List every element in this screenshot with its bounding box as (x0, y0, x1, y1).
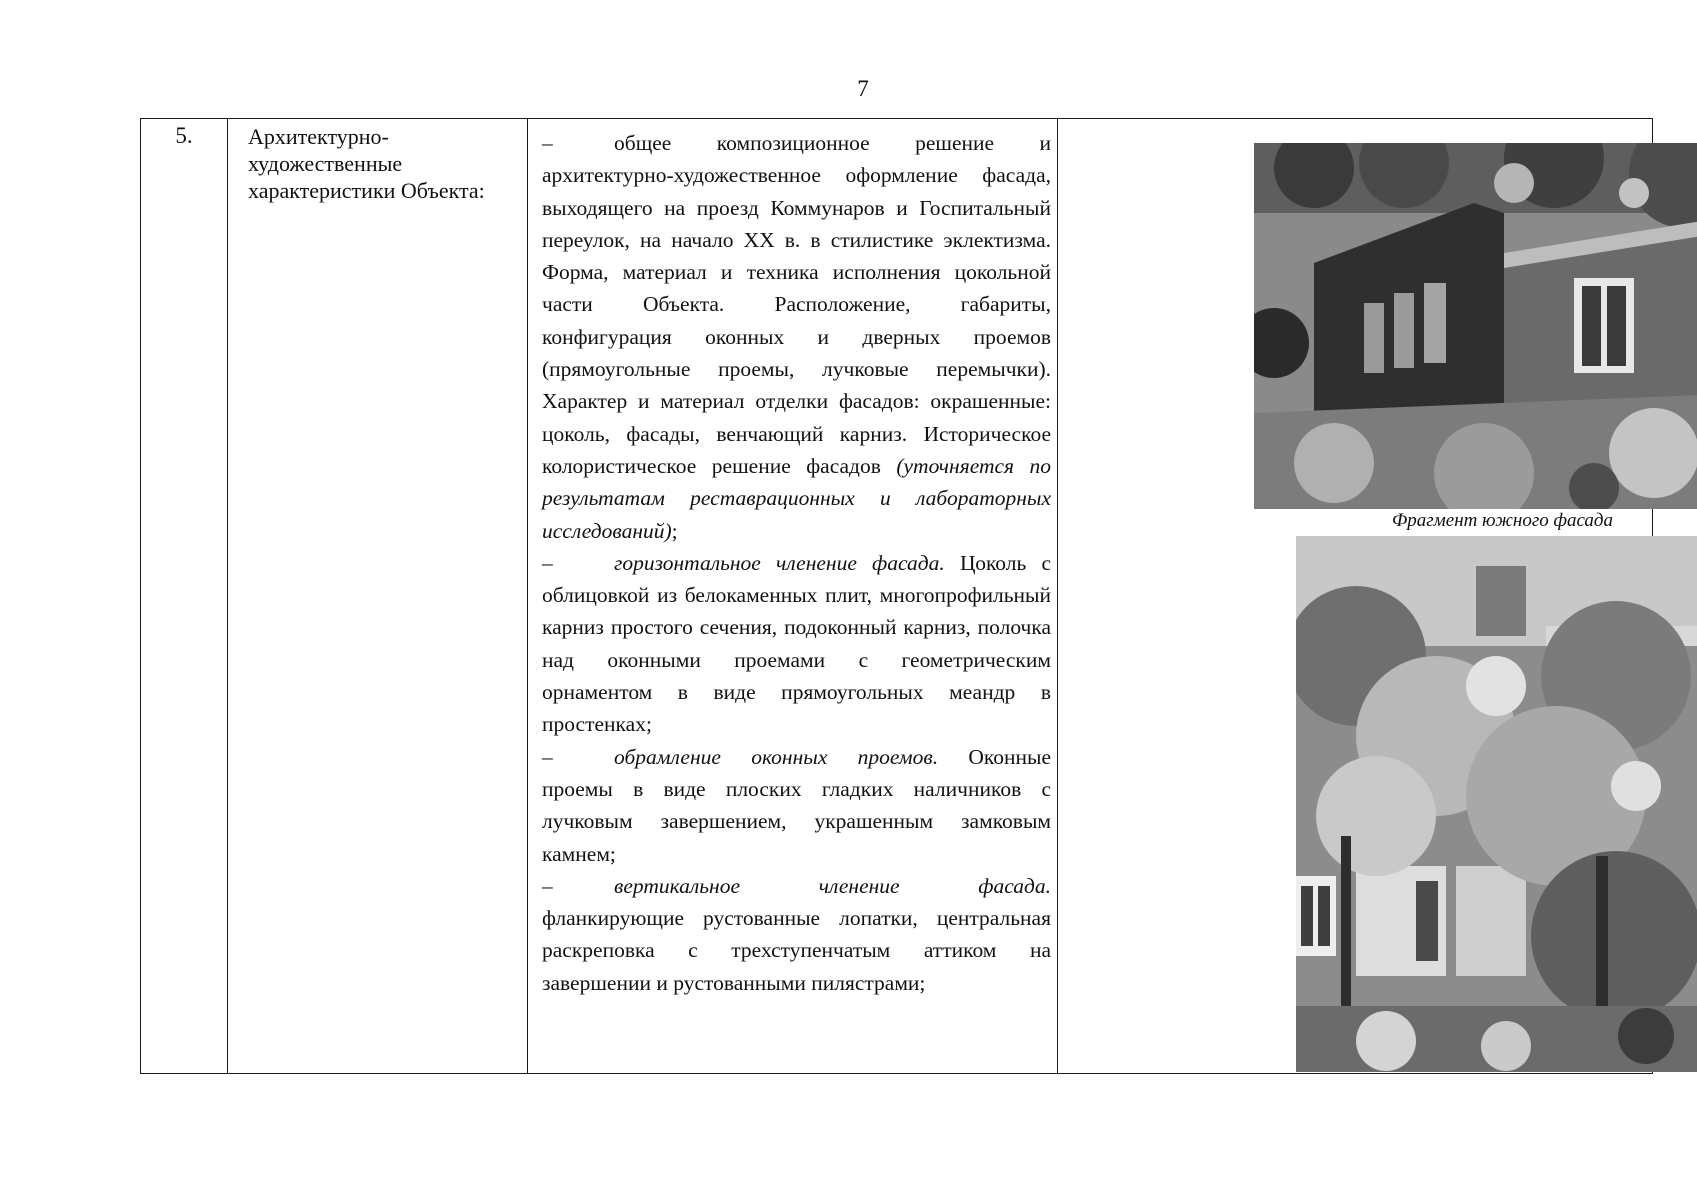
building-photo-icon (1254, 143, 1697, 509)
row-description-cell (528, 119, 1058, 1073)
row-name-line: художественные (248, 151, 403, 176)
paragraph-italic-tail: (уточняется по результатам реставрационных и лабораторных исследований) (542, 453, 1051, 543)
paragraph-text: Цоколь с облицовкой из белокаменных плит, многопрофильный карниз простого сечения, подоконный карниз, полочка над оконными проемами с геометрическим орнаментом в виде прямоугольных меандр в простенках; (542, 550, 1051, 737)
building-photo-icon (1296, 536, 1697, 1072)
paragraph-text: фланкирующие рустованные лопатки, центральная раскреповка с трехступенчатым аттиком на завершении и рустованными пилястрами; (542, 906, 1051, 995)
paragraph-italic-lead: обрамление оконных проемов. (614, 744, 939, 769)
row-name-line: Архитектурно- (248, 124, 389, 149)
row-index: 5. (175, 123, 193, 148)
description-paragraph (542, 870, 1051, 999)
list-dash: – (542, 131, 553, 155)
description-paragraph (542, 127, 1051, 547)
row-name-line: характеристики Объекта: (248, 178, 485, 203)
row-name-cell (228, 119, 528, 1073)
row-index-cell (141, 119, 228, 1073)
paragraph-italic-lead: горизонтальное членение фасада. (614, 550, 945, 575)
characteristics-table (140, 118, 1653, 1074)
facade-with-trees-photo (1296, 536, 1697, 1072)
list-dash: – (542, 550, 553, 575)
paragraph-tail: ; (671, 518, 678, 543)
paragraph-text: Оконные проемы в виде плоских гладких наличников с лучковым завершением, украшенным замковым камнем; (542, 744, 1051, 866)
row-photos-cell (1058, 119, 1652, 1073)
paragraph-text: общее композиционное решение и архитектурно-художественное оформление фасада, выходящего на проезд Коммунаров и Госпитальный переулок, на начало XX в. в стилистике эклектизма. Форма, материал и техника исполнения цокольной части Объекта. Расположение, габариты, конфигурация оконных и дверных проемов (прямоугольные проемы, лучковые перемычки). Характер и материал отделки фасадов: окрашенные: цоколь, фасады, венчающий карниз. Историческое колористическое решение фасадов (542, 131, 1051, 478)
list-dash: – (542, 744, 553, 769)
description-paragraph (542, 741, 1051, 870)
south-facade-photo (1254, 143, 1697, 509)
paragraph-italic-lead: вертикальное членение фасада. (614, 873, 1051, 898)
list-dash: – (542, 873, 553, 898)
description-paragraph (542, 547, 1051, 741)
page-number: 7 (857, 76, 869, 101)
photo-caption: Фрагмент южного фасада (1391, 510, 1614, 531)
